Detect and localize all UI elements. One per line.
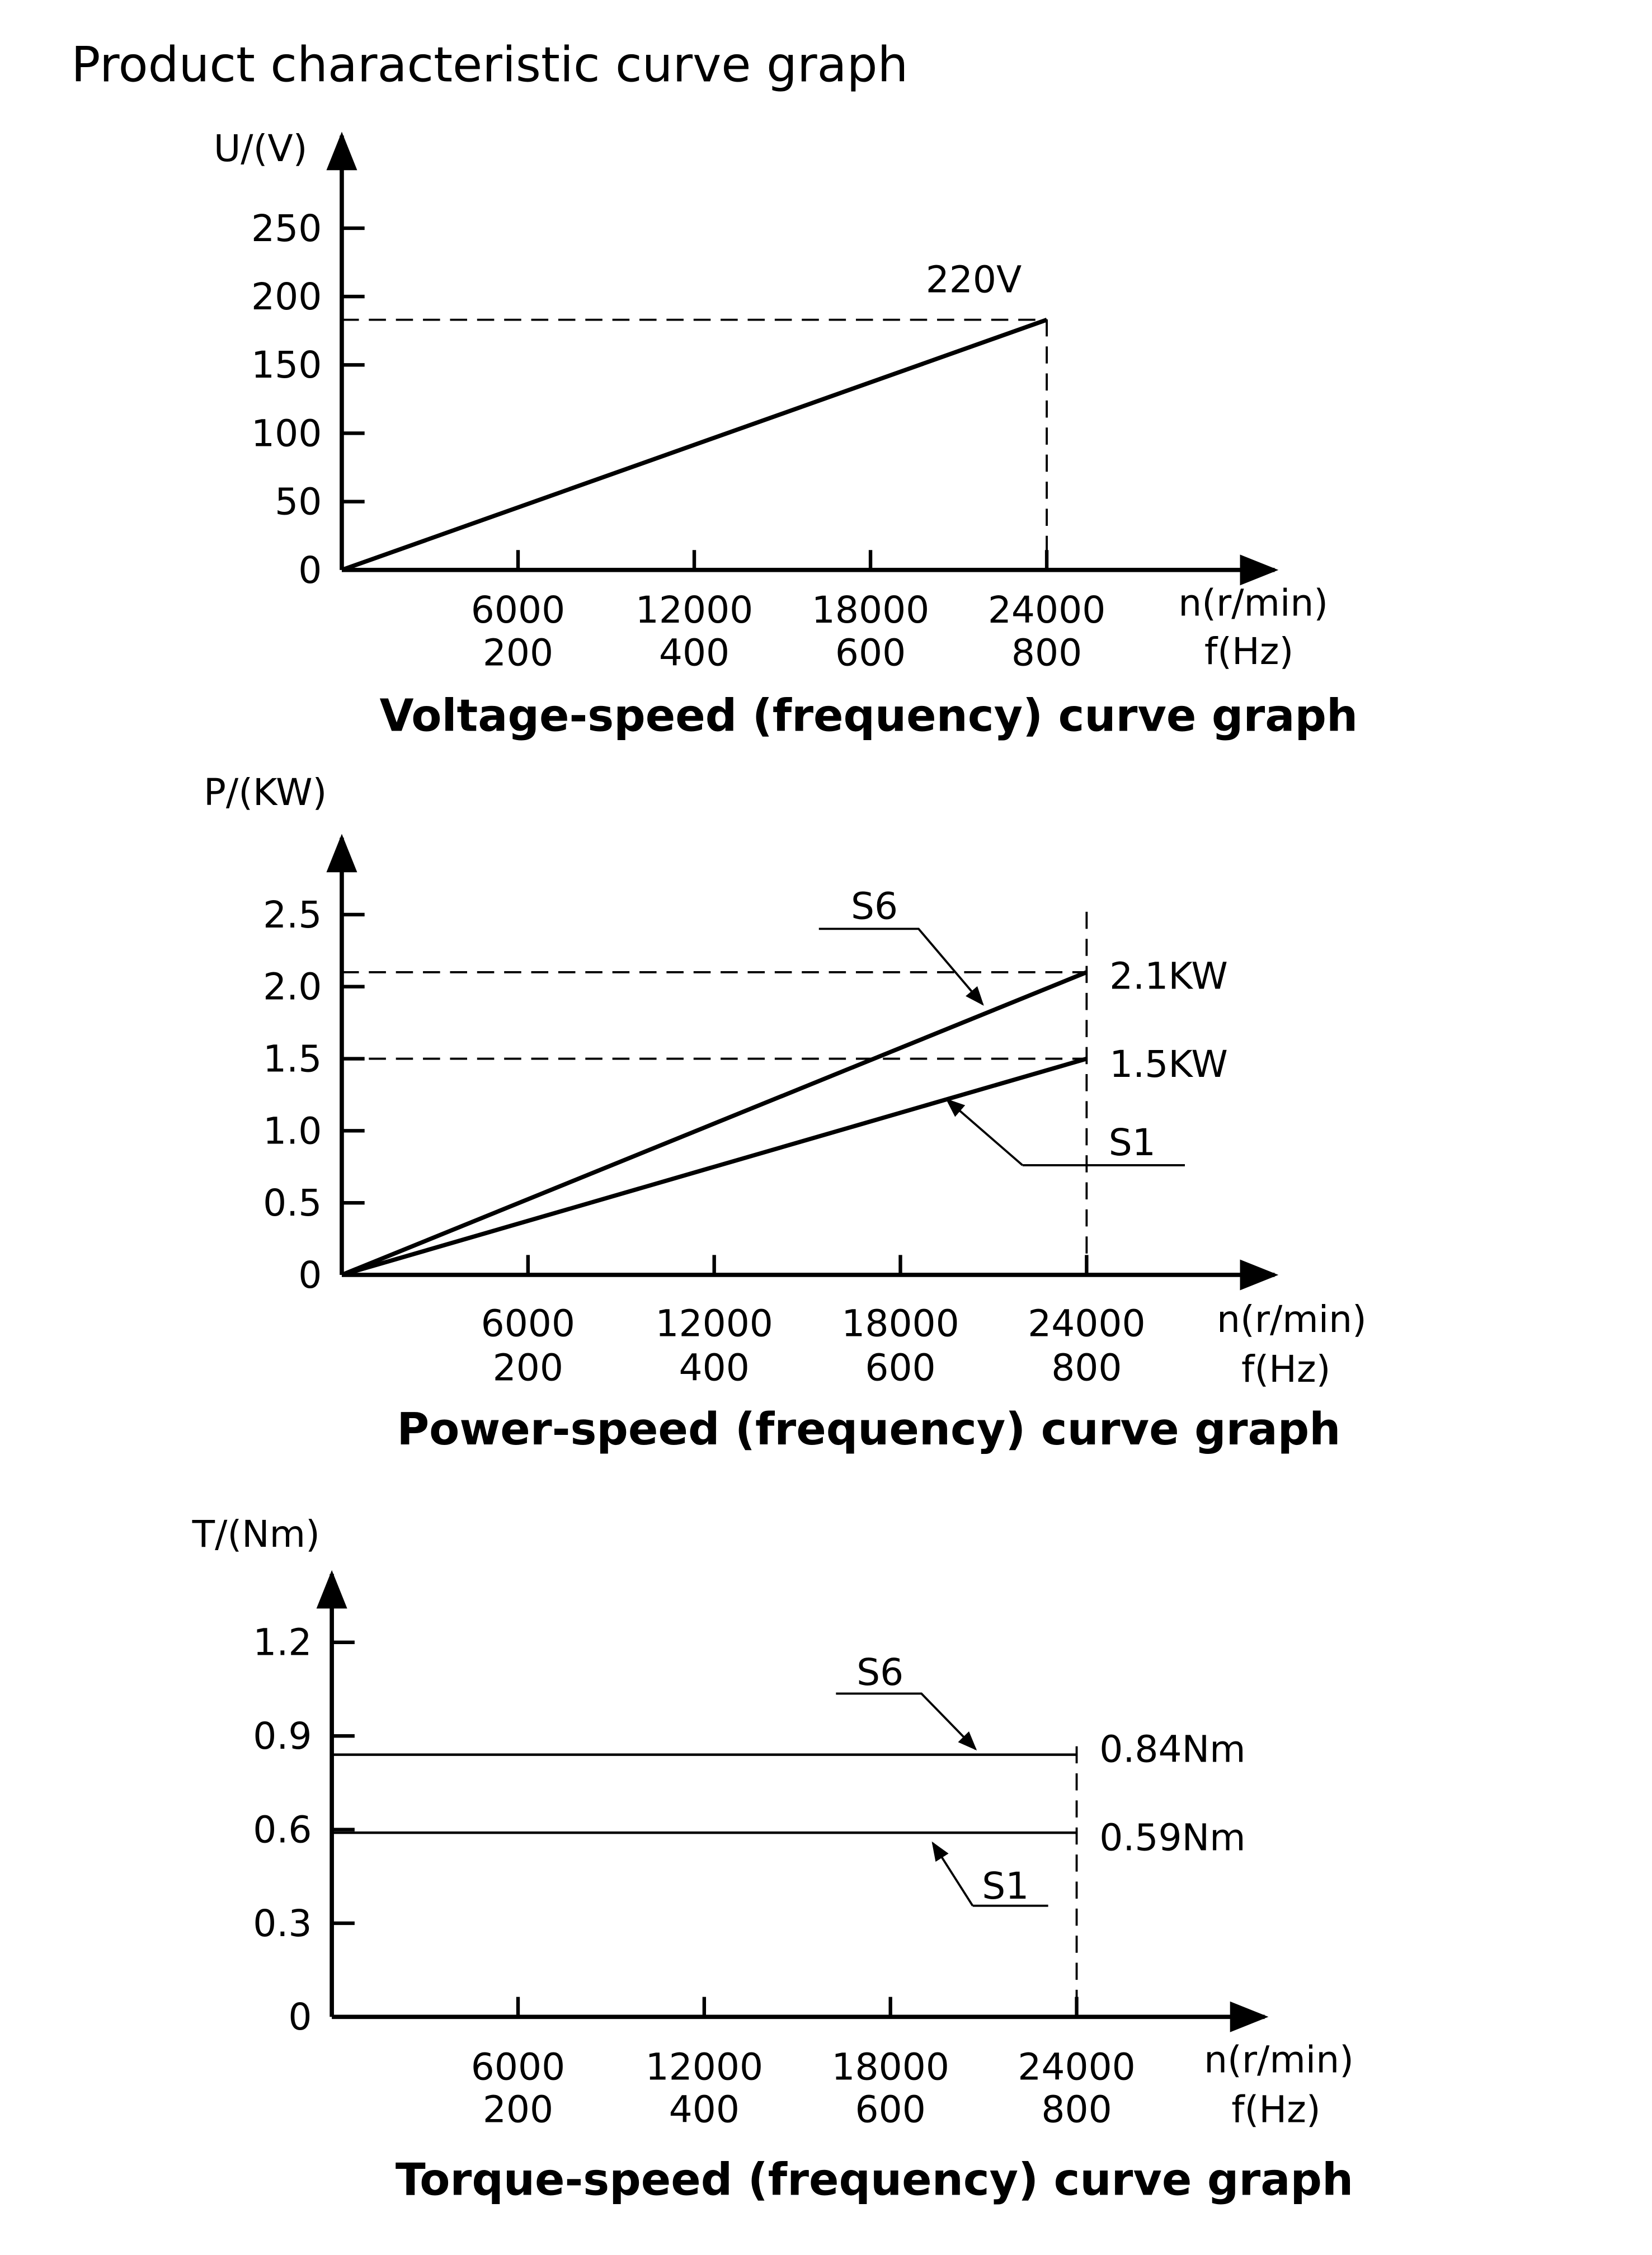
y-tick-label: 50 (275, 480, 322, 524)
x-tick-label-speed: 12000 (655, 1302, 773, 1345)
x-axis-label: n(r/min) (1178, 581, 1329, 625)
y-tick-label: 0 (288, 1995, 312, 2039)
callout-arrow (836, 1693, 975, 1749)
x-tick-label-speed: 6000 (481, 1302, 576, 1345)
x-tick-label-speed: 24000 (987, 589, 1106, 632)
series-name-label: S6 (850, 884, 898, 928)
series-line-s1 (342, 1059, 1086, 1275)
callout-arrow (819, 929, 983, 1004)
value-label: 0.59Nm (1099, 1816, 1246, 1859)
value-label: 220V (925, 258, 1022, 302)
y-axis-label: P/(KW) (204, 770, 327, 814)
chart-title: Voltage-speed (frequency) curve graph (379, 690, 1358, 742)
y-tick-label: 1.2 (253, 1621, 312, 1664)
y-tick-label: 2.5 (263, 893, 322, 936)
y-tick-label: 150 (251, 343, 322, 387)
chart-3 (192, 1513, 1354, 2205)
x-tick-label-frequency: 400 (658, 631, 730, 675)
x-axis-label: n(r/min) (1204, 2038, 1354, 2082)
y-tick-label: 2.0 (263, 965, 322, 1009)
y-tick-label: 0 (298, 1253, 322, 1297)
x-tick-label-speed: 18000 (811, 589, 930, 632)
y-tick-label: 0.3 (253, 1901, 312, 1945)
y-tick-label: 1.5 (263, 1037, 322, 1081)
x-tick-label-speed: 6000 (470, 589, 566, 632)
chart-title: Power-speed (frequency) curve graph (397, 1403, 1341, 1455)
x-tick-label-frequency: 400 (679, 1346, 750, 1390)
x-axis-label-frequency: f(Hz) (1204, 629, 1294, 673)
chart-1 (214, 127, 1358, 741)
series-name-label: S1 (1108, 1121, 1156, 1165)
y-axis-label: T/(Nm) (192, 1513, 320, 1556)
x-tick-label-frequency: 800 (1041, 2088, 1112, 2131)
y-tick-label: 0.9 (253, 1715, 312, 1758)
x-tick-label-speed: 12000 (645, 2045, 764, 2089)
value-label: 2.1KW (1109, 954, 1228, 998)
x-tick-label-speed: 18000 (831, 2045, 949, 2089)
x-tick-label-speed: 24000 (1018, 2045, 1136, 2089)
chart-title: Torque-speed (frequency) curve graph (395, 2154, 1354, 2206)
x-tick-label-speed: 18000 (841, 1302, 959, 1345)
y-axis-label: U/(V) (213, 127, 308, 171)
x-tick-label-frequency: 800 (1051, 1346, 1122, 1390)
x-axis-label-frequency: f(Hz) (1231, 2088, 1321, 2131)
callout-arrow (947, 1100, 1023, 1165)
x-tick-label-speed: 24000 (1028, 1302, 1146, 1345)
value-label: 1.5KW (1109, 1043, 1228, 1086)
x-tick-label-speed: 12000 (635, 589, 754, 632)
x-tick-label-frequency: 600 (865, 1346, 936, 1390)
value-label: 0.84Nm (1099, 1727, 1246, 1771)
x-tick-label-frequency: 200 (482, 2088, 554, 2131)
series-name-label: S1 (982, 1864, 1029, 1908)
x-tick-label-frequency: 600 (835, 631, 906, 675)
y-tick-label: 1.0 (263, 1109, 322, 1153)
x-tick-label-frequency: 400 (669, 2088, 740, 2131)
x-tick-label-frequency: 200 (482, 631, 554, 675)
x-axis-label-frequency: f(Hz) (1241, 1347, 1331, 1391)
callout-arrow (933, 1843, 972, 1906)
y-tick-label: 200 (251, 275, 322, 319)
x-tick-label-frequency: 200 (492, 1346, 563, 1390)
x-tick-label-speed: 6000 (470, 2045, 566, 2089)
y-tick-label: 0.6 (253, 1808, 312, 1852)
series-line-u (342, 320, 1047, 570)
y-tick-label: 0.5 (263, 1181, 322, 1225)
y-tick-label: 250 (251, 206, 322, 250)
chart-2 (204, 771, 1367, 1455)
series-name-label: S6 (856, 1651, 904, 1694)
x-axis-label: n(r/min) (1217, 1297, 1367, 1341)
x-tick-label-frequency: 800 (1011, 631, 1082, 675)
y-tick-label: 100 (251, 412, 322, 455)
page-title: Product characteristic curve graph (71, 37, 909, 93)
x-tick-label-frequency: 600 (855, 2088, 926, 2131)
y-tick-label: 0 (298, 548, 322, 592)
